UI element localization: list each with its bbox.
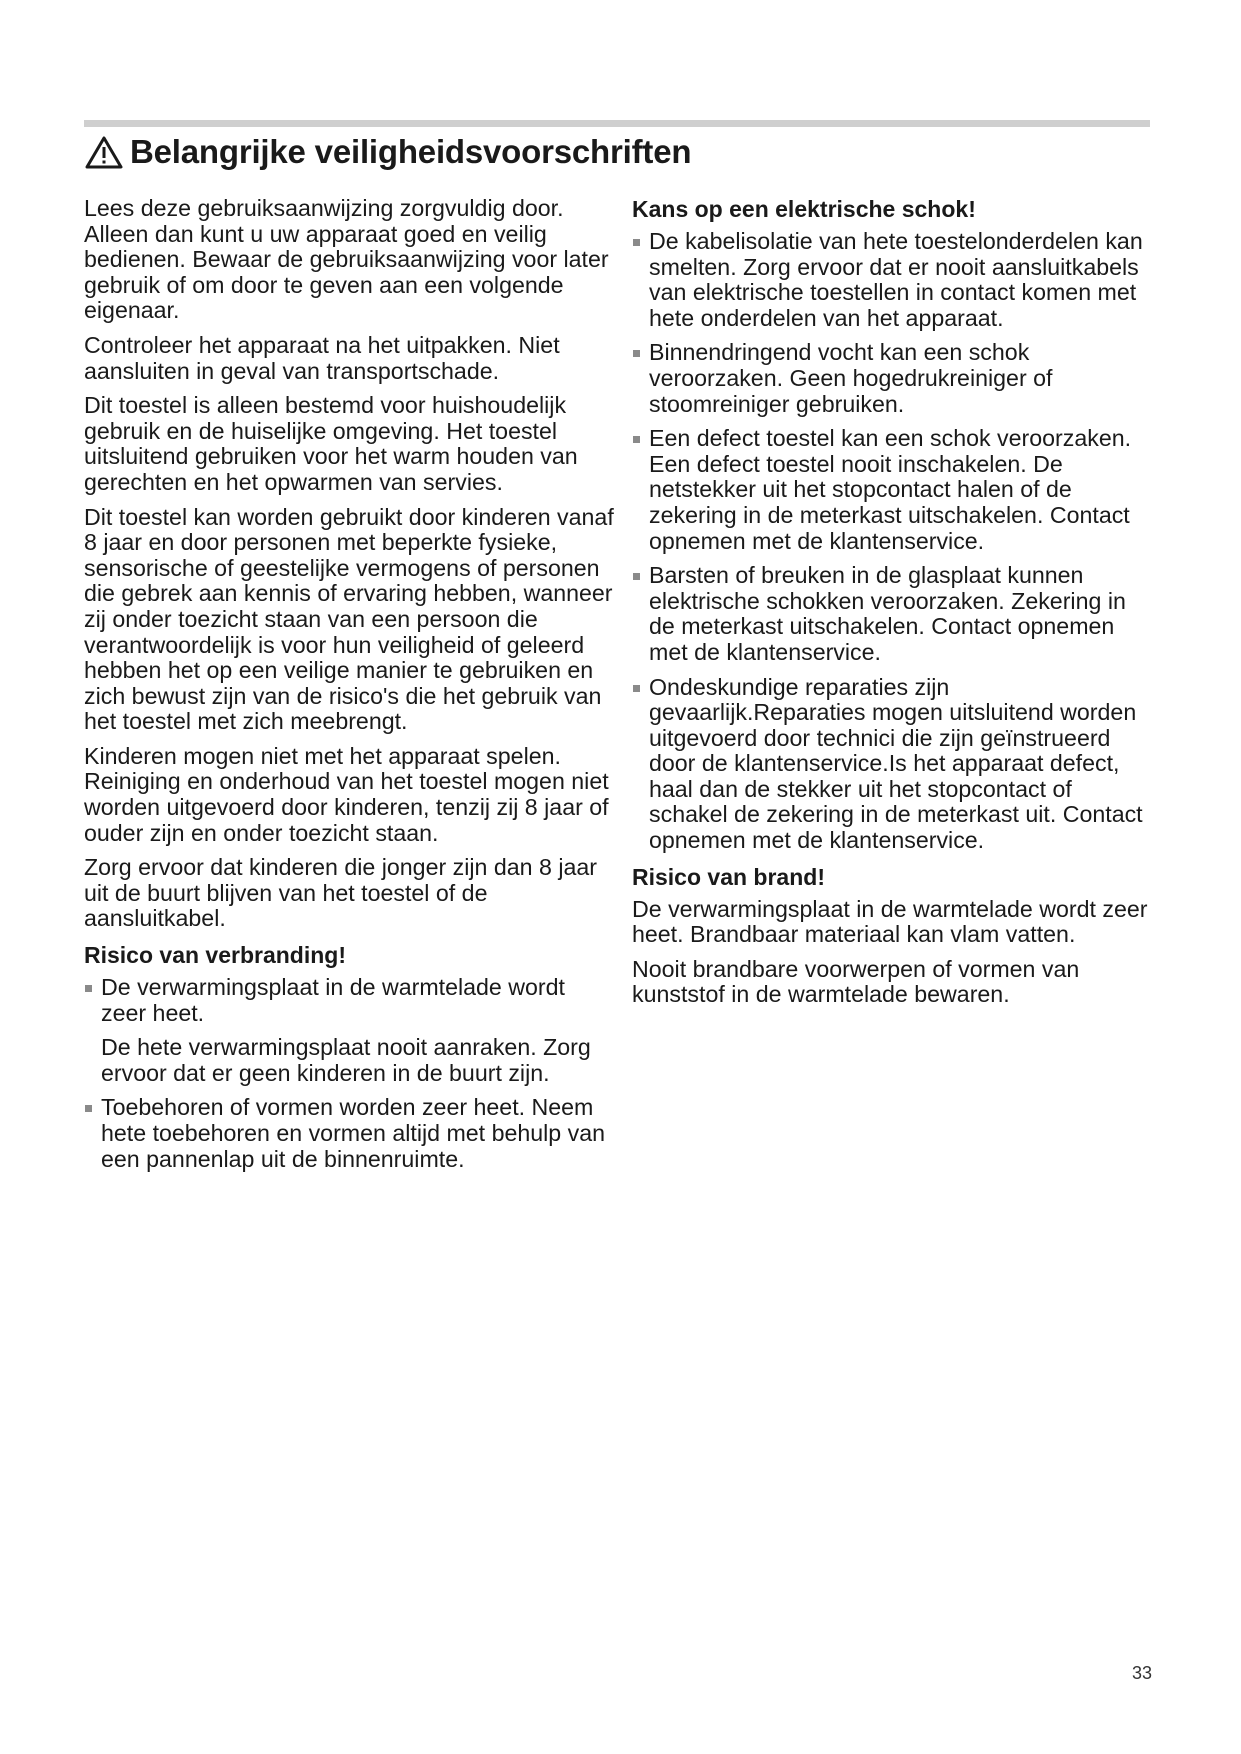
page-title	[84, 132, 691, 172]
bullet-text: De verwarmingsplaat in de warmtelade wordt zeer heet.	[101, 974, 565, 1026]
list-item: Een defect toestel kan een schok veroorzaken. Een defect toestel nooit inschakelen. De netstekker uit het stopcontact halen of de zekering in de meterkast uitschakelen. Contact opnemen met de klantenservice.	[632, 426, 1154, 554]
header-rule	[84, 120, 1150, 127]
intro-paragraph: Lees deze gebruiksaanwijzing zorgvuldig door. Alleen dan kunt u uw apparaat goed en veilig bedienen. Bewaar de gebruiksaanwijzing voor later gebruik of om door te geven aan een volgende eigenaar.	[84, 195, 609, 324]
list-item	[84, 1095, 614, 1172]
unpack-paragraph: Controleer het apparaat na het uitpakken. Niet aansluiten in geval van transportschade.	[84, 331, 560, 384]
household-use-paragraph: Dit toestel is alleen bestemd voor huishoudelijk gebruik en de huiselijke omgeving. Het toestel uitsluitend gebruiken voor het warm houden van gerechten en het opwarmen van servies.	[84, 392, 578, 495]
bullet-text: Toebehoren of vormen worden zeer heet. Neem hete toebehoren en vormen altijd met behulp van een pannenlap uit de binnenruimte.	[101, 1094, 606, 1172]
shock-risk-heading: Kans op een elektrische schok!	[632, 196, 976, 222]
list-item: De kabelisolatie van hete toestelonderdelen kan smelten. Zorg ervoor dat er nooit aansluitkabels van elektrische toestellen in contact komen met hete onderdelen van het apparaat.	[632, 229, 1154, 331]
list-item: Ondeskundige reparaties zijn gevaarlijk.Reparaties mogen uitsluitend worden uitgevoerd door technici die zijn geïnstrueerd door de klantenservice.Is het apparaat defect, haal dan de stekker uit het stopcontact of schakel de zekering in de meterkast uit. Contact opnemen met de klantenservice.	[632, 675, 1154, 854]
list-item: Barsten of breuken in de glasplaat kunnen elektrische schokken veroorzaken. Zekering in de meterkast uitschakelen. Contact opnemen met de klantenservice.	[632, 563, 1154, 665]
list-item	[84, 975, 614, 1086]
children-use-paragraph: Dit toestel kan worden gebruikt door kinderen vanaf 8 jaar en door personen met beperkte fysieke, sensorische of geestelijke vermogens of personen die gebrek aan kennis of ervaring hebben, wanneer zij onder toezicht staan van een persoon die verantwoordelijk is voor hun veiligheid of geleerd hebben het op een veilige manier te gebruiken en zich bewust zijn van de risico's die het gebruik van het toestel met zich meebrengt.	[84, 503, 614, 735]
list-item: Binnendringend vocht kan een schok veroorzaken. Geen hogedrukreiniger of stoomreiniger gebruiken.	[632, 340, 1154, 417]
right-column	[632, 196, 1154, 1017]
children-play-paragraph: Kinderen mogen niet met het apparaat spelen. Reiniging en onderhoud van het toestel mogen niet worden uitgevoerd door kinderen, tenzij zij 8 jaar of ouder zijn en onder toezicht staan.	[84, 742, 609, 846]
fire-paragraph: De verwarmingsplaat in de warmtelade wordt zeer heet. Brandbaar materiaal kan vlam vatten.	[632, 895, 1148, 948]
burn-risk-heading: Risico van verbranding!	[84, 942, 347, 969]
warning-triangle-icon	[84, 134, 124, 170]
children-distance-paragraph: Zorg ervoor dat kinderen die jonger zijn dan 8 jaar uit de buurt blijven van het toestel of de aansluitkabel.	[84, 854, 598, 932]
page-title-text: Belangrijke veiligheidsvoorschriften	[130, 133, 692, 170]
fire-paragraph: Nooit brandbare voorwerpen of vormen van kunststof in de warmtelade bewaren.	[632, 955, 1080, 1008]
shock-risk-list	[632, 229, 1154, 854]
burn-risk-list	[84, 975, 614, 1172]
left-column	[84, 196, 614, 1181]
fire-risk-heading: Risico van brand!	[632, 863, 825, 890]
page-number: 33	[1131, 1663, 1152, 1683]
bullet-extra-text: De hete verwarmingsplaat nooit aanraken. Zorg ervoor dat er geen kinderen in de buurt zijn.	[101, 1034, 591, 1086]
